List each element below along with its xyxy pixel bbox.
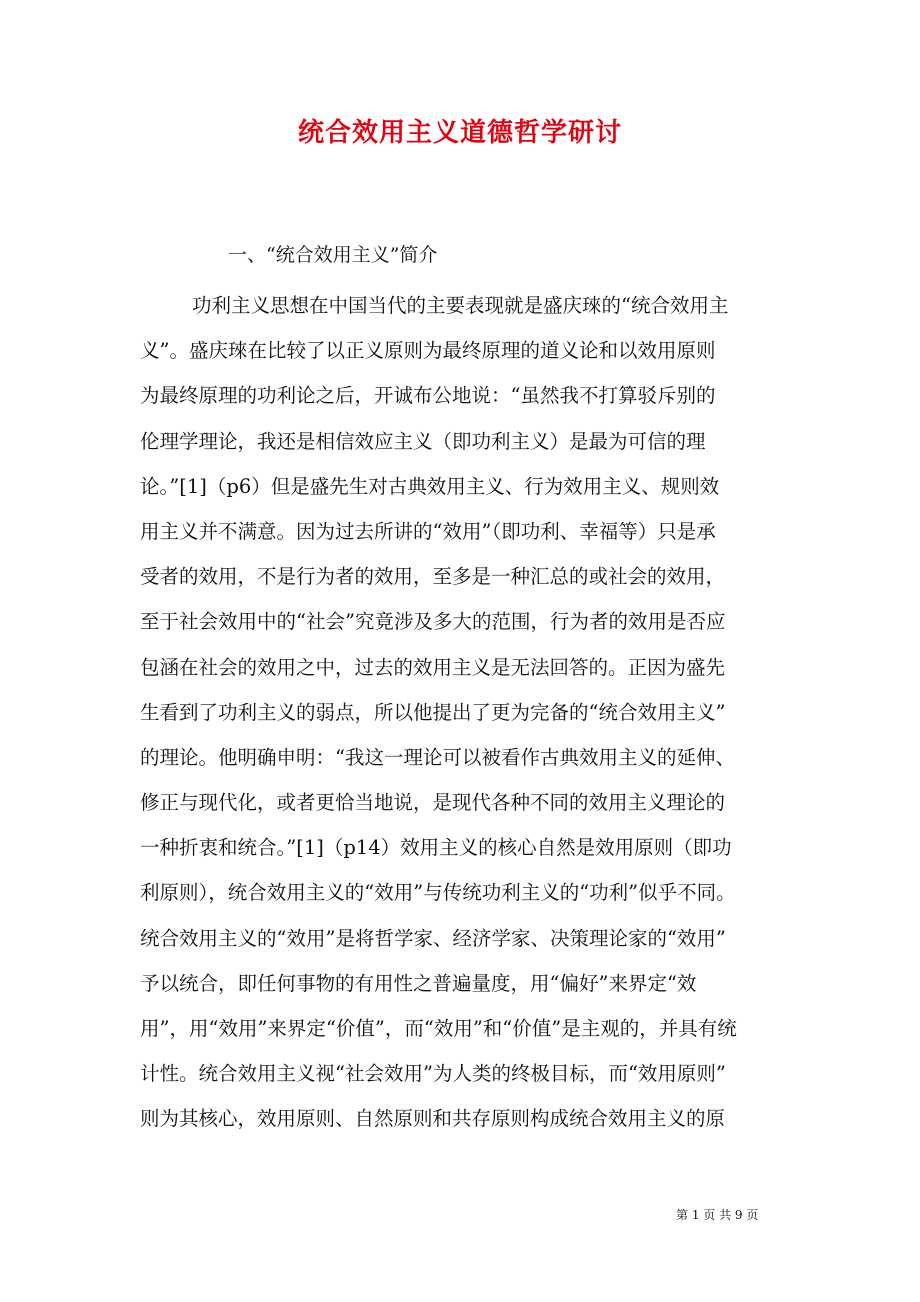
body-line: 论。”[1]（p6）但是盛先生对古典效用主义、行为效用主义、规则效: [140, 474, 720, 498]
body-line: 为最终原理的功利论之后，开诚布公地说：“虽然我不打算驳斥别的: [140, 384, 716, 408]
body-line: 用”，用“效用”来界定“价值”，而“效用”和“价值”是主观的，并具有统: [140, 1017, 737, 1040]
body-line: 修正与现代化，或者更恰当地说，是现代各种不同的效用主义理论的: [140, 791, 726, 815]
page-number-footer: 第 1 页 共 9 页: [676, 1208, 759, 1222]
body-text: [140, 288, 800, 1147]
body-line: 生看到了功利主义的弱点，所以他提出了更为完备的“统合效用主义”: [140, 700, 726, 724]
body-line: 统合效用主义的“效用”是将哲学家、经济学家、决策理论家的“效用”: [140, 926, 726, 950]
body-line: 义”。盛庆琜在比较了以正义原则为最终原理的道义论和以效用原则: [140, 339, 716, 363]
body-line: 功利主义思想在中国当代的主要表现就是盛庆琜的“统合效用主: [192, 294, 729, 317]
body-line: 则为其核心，效用原则、自然原则和共存原则构成统合效用主义的原: [140, 1107, 726, 1131]
body-line: 的理论。他明确申明：“我这一理论可以被看作古典效用主义的延伸、: [140, 745, 735, 769]
body-line: 至于社会效用中的“社会”究竟涉及多大的范围，行为者的效用是否应: [140, 610, 726, 634]
body-line: 受者的效用，不是行为者的效用，至多是一种汇总的或社会的效用，: [140, 565, 726, 589]
body-line: 用主义并不满意。因为过去所讲的“效用”（即功利、幸福等）只是承: [140, 519, 716, 543]
body-line: 计性。统合效用主义视“社会效用”为人类的终极目标，而“效用原则”: [140, 1062, 726, 1086]
body-line: 一种折衷和统合。”[1]（p14）效用主义的核心自然是效用原则（即功: [140, 836, 732, 860]
section-heading: 一、“统合效用主义”简介: [228, 244, 438, 266]
body-line: 包涵在社会的效用之中，过去的效用主义是无法回答的。正因为盛先: [140, 655, 726, 679]
body-line: 予以统合，即任何事物的有用性之普遍量度，用“偏好”来界定“效: [140, 971, 697, 995]
body-line: 利原则），统合效用主义的“效用”与传统功利主义的“功利”似乎不同。: [140, 881, 736, 905]
body-line: 伦理学理论，我还是相信效应主义（即功利主义）是最为可信的理: [140, 429, 706, 453]
document-title: 统合效用主义道德哲学研讨: [297, 118, 622, 148]
